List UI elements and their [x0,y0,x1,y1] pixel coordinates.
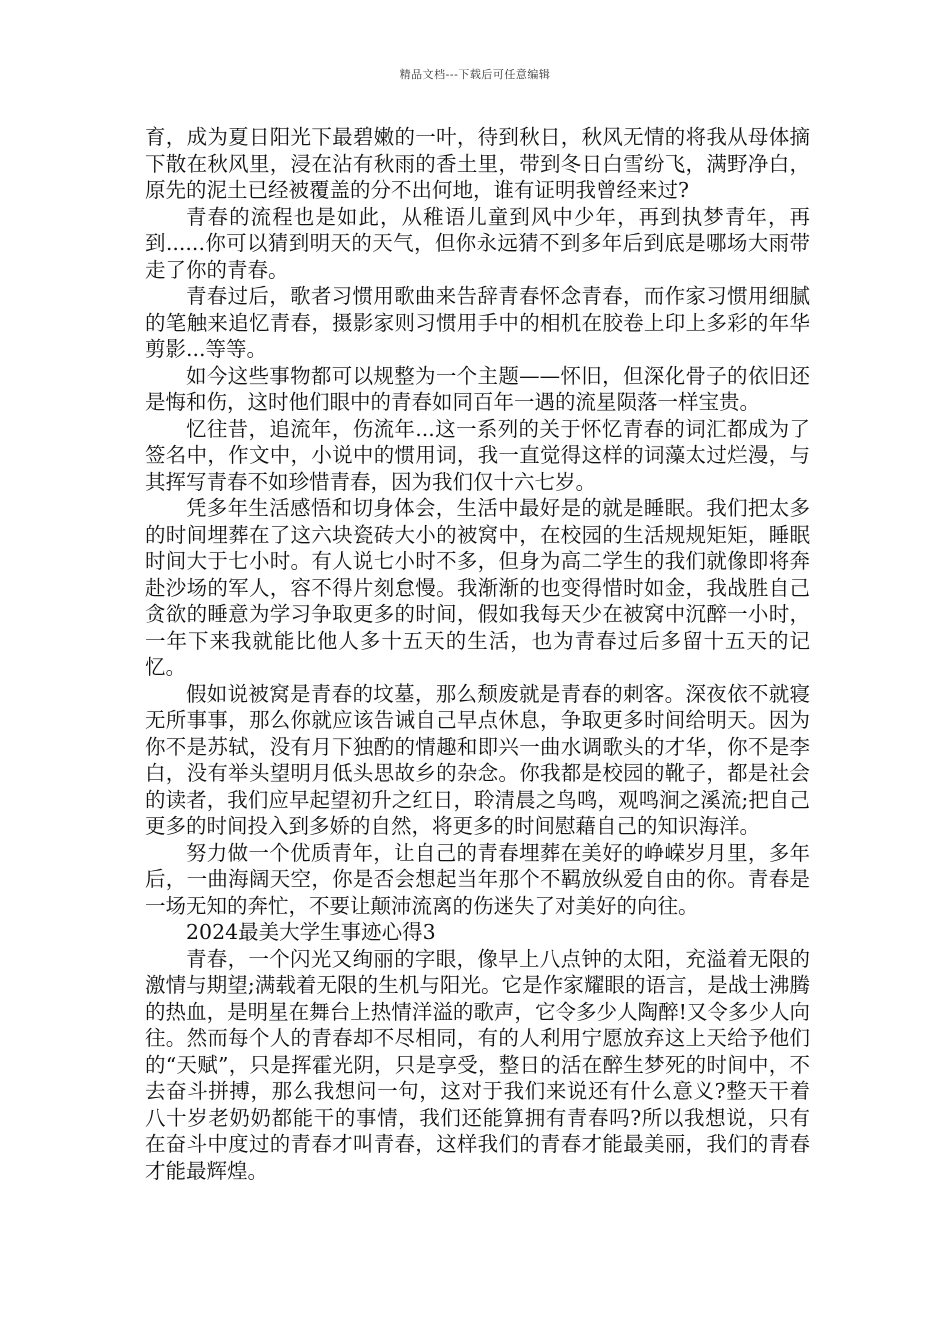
section-heading: 2024最美大学生事迹心得3 [186,920,436,944]
paragraph-8: 努力做一个优质青年，让自己的青春埋葬在美好的峥嵘岁月里，多年后，一曲海阔天空，你是否会想起当年那个不羁放纵爱自由的你。青春是一场无知的奔忙，不要让颠沛流离的伤迷失了对美好的向往。 [145,840,810,918]
paragraph-2: 青春的流程也是如此，从稚语儿童到风中少年，再到执梦青年，再到......你可以猜到明天的天气，但你永远猜不到多年后到底是哪场大雨带走了你的青春。 [145,204,810,282]
paragraph-5: 忆往昔，追流年，伤流年...这一系列的关于怀忆青春的词汇都成为了签名中，作文中，小说中的惯用词，我一直觉得这样的词藻太过烂漫，与其挥写青春不如珍惜青春，因为我们仅十六七岁。 [145,416,810,494]
document-body [145,124,810,1184]
page-header: 精品文档---下载后可任意编辑 [399,68,551,81]
paragraph-7: 假如说被窝是青春的坟墓，那么颓废就是青春的刺客。深夜依不就寝无所事事，那么你就应该告诫自己早点休息，争取更多时间给明天。因为你不是苏轼，没有月下独酌的情趣和即兴一曲水调歌头的才华，你不是李白，没有举头望明月低头思故乡的杂念。你我都是校园的靴子，都是社会的读者，我们应早起望初升之红日，聆清晨之鸟鸣，观鸣涧之溪流;把自己更多的时间投入到多娇的自然，将更多的时间慰藉自己的知识海洋。 [145,681,810,838]
paragraph-9: 青春，一个闪光又绚丽的字眼，像早上八点钟的太阳，充溢着无限的激情与期望;满载着无限的生机与阳光。它是作家耀眼的语言，是战士沸腾的热血，是明星在舞台上热情洋溢的歌声，它令多少人陶醉!又令多少人向往。然而每个人的青春却不尽相同，有的人利用宁愿放弃这上天给予他们的“天赋”，只是挥霍光阴，只是享受，整日的活在醉生梦死的时间中，不去奋斗拼搏，那么我想问一句，这对于我们来说还有什么意义?整天干着八十岁老奶奶都能干的事情，我们还能算拥有青春吗?所以我想说，只有在奋斗中度过的青春才叫青春，这样我们的青春才能最美丽，我们的青春才能最辉煌。 [145,946,810,1183]
paragraph-6: 凭多年生活感悟和切身体会，生活中最好是的就是睡眠。我们把太多的时间埋葬在了这六块瓷砖大小的被窝中，在校园的生活规规矩矩，睡眠时间大于七小时。有人说七小时不多，但身为高二学生的我们就像即将奔赴沙场的军人，容不得片刻怠慢。我渐渐的也变得惜时如金，我战胜自己贪欲的睡意为学习争取更多的时间，假如我每天少在被窝中沉醉一小时，一年下来我就能比他人多十五天的生活，也为青春过后多留十五天的记忆。 [145,496,810,679]
paragraph-3: 青春过后，歌者习惯用歌曲来告辞青春怀念青春，而作家习惯用细腻的笔触来追忆青春，摄影家则习惯用手中的相机在胶卷上印上多彩的年华剪影...等等。 [145,284,810,361]
paragraph-4: 如今这些事物都可以规整为一个主题——怀旧，但深化骨子的依旧还是悔和伤，这时他们眼中的青春如同百年一遇的流星陨落一样宝贵。 [145,363,810,414]
paragraph-1: 育，成为夏日阳光下最碧嫩的一叶，待到秋日，秋风无情的将我从母体摘下散在秋风里，浸在沾有秋雨的香土里，带到冬日白雪纷飞，满野净白，原先的泥土已经被覆盖的分不出何地，谁有证明我曾经来过? [145,125,810,202]
